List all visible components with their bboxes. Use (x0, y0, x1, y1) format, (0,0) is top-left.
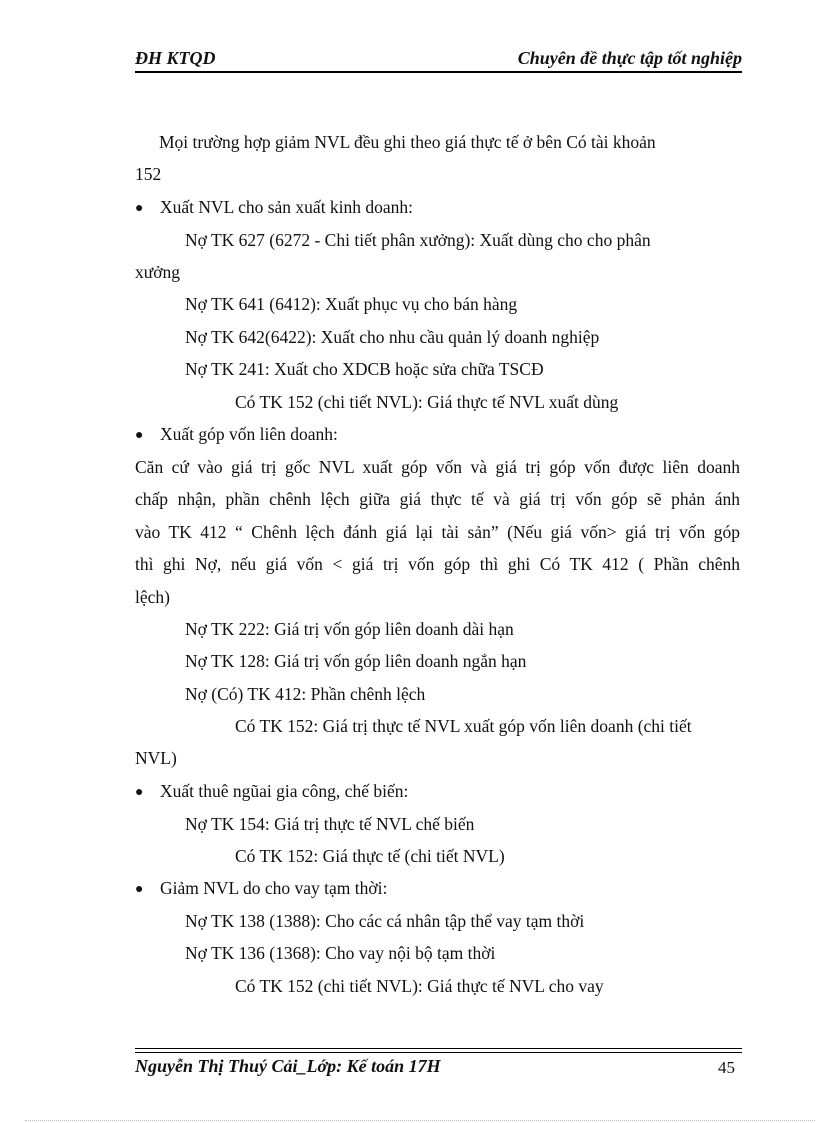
entry-line: xưởng (135, 262, 180, 282)
header-rule (135, 71, 742, 73)
bullet-heading: Giảm NVL do cho vay tạm thời: (160, 878, 388, 898)
footer-rule (135, 1052, 742, 1053)
page-edge-divider (25, 1120, 815, 1121)
paragraph-line: vào TK 412 “ Chênh lệch đánh giá lại tài sản” (Nếu giá vốn> giá trị vốn góp (135, 522, 740, 542)
entry-line: Có TK 152: Giá trị thực tế NVL xuất góp vốn liên doanh (chi tiết (235, 716, 692, 736)
bullet-icon: ● (135, 882, 144, 897)
entry-line: Nợ TK 241: Xuất cho XDCB hoặc sửa chữa TSCĐ (185, 359, 544, 379)
paragraph-line: chấp nhận, phần chênh lệch giữa giá thực tế và giá trị vốn góp sẽ phản ánh (135, 489, 740, 509)
paragraph-line: 152 (135, 164, 162, 184)
entry-line: Có TK 152 (chi tiết NVL): Giá thực tế NVL cho vay (235, 976, 604, 996)
footer-rule (135, 1048, 742, 1049)
bullet-heading: Xuất thuê ngũai gia công, chế biến: (160, 781, 409, 801)
footer-author: Nguyễn Thị Thuý Cải_Lớp: Kế toán 17H (135, 1056, 441, 1076)
bullet-icon: ● (135, 201, 144, 216)
entry-line: Có TK 152: Giá thực tế (chi tiết NVL) (235, 846, 505, 866)
paragraph-line: thì ghi Nợ, nếu giá vốn < giá trị vốn góp thì ghi Có TK 412 ( Phần chênh (135, 554, 740, 574)
header-school: ĐH KTQD (135, 48, 216, 68)
paragraph-line: Căn cứ vào giá trị gốc NVL xuất góp vốn và giá trị góp vốn được liên doanh (135, 457, 740, 477)
entry-line: Nợ TK 138 (1388): Cho các cá nhân tập thể vay tạm thời (185, 911, 585, 931)
bullet-icon: ● (135, 785, 144, 800)
entry-line: NVL) (135, 748, 177, 768)
page-footer (135, 1056, 735, 1080)
entry-line: Nợ TK 627 (6272 - Chi tiết phân xưởng): Xuất dùng cho cho phân (185, 230, 651, 250)
entry-line: Nợ TK 222: Giá trị vốn góp liên doanh dài hạn (185, 619, 514, 639)
header-title: Chuyên đề thực tập tốt nghiệp (517, 48, 742, 68)
entry-line: Nợ TK 154: Giá trị thực tế NVL chế biến (185, 814, 475, 834)
paragraph-line: Mọi trường hợp giảm NVL đều ghi theo giá thực tế ở bên Có tài khoản (159, 132, 656, 152)
entry-line: Nợ TK 128: Giá trị vốn góp liên doanh ngắn hạn (185, 651, 527, 671)
page-header (135, 48, 742, 70)
page-number: 45 (718, 1058, 735, 1077)
bullet-heading: Xuất NVL cho sản xuất kinh doanh: (160, 197, 414, 217)
entry-line: Nợ TK 641 (6412): Xuất phục vụ cho bán hàng (185, 294, 518, 314)
entry-line: Nợ TK 642(6422): Xuất cho nhu cầu quản lý doanh nghiệp (185, 327, 600, 347)
paragraph-line: lệch) (135, 587, 170, 607)
bullet-icon: ● (135, 428, 144, 443)
entry-line: Nợ (Có) TK 412: Phần chênh lệch (185, 684, 426, 704)
entry-line: Có TK 152 (chi tiết NVL): Giá thực tế NVL xuất dùng (235, 392, 619, 412)
bullet-heading: Xuất góp vốn liên doanh: (160, 424, 338, 444)
entry-line: Nợ TK 136 (1368): Cho vay nội bộ tạm thời (185, 943, 496, 963)
